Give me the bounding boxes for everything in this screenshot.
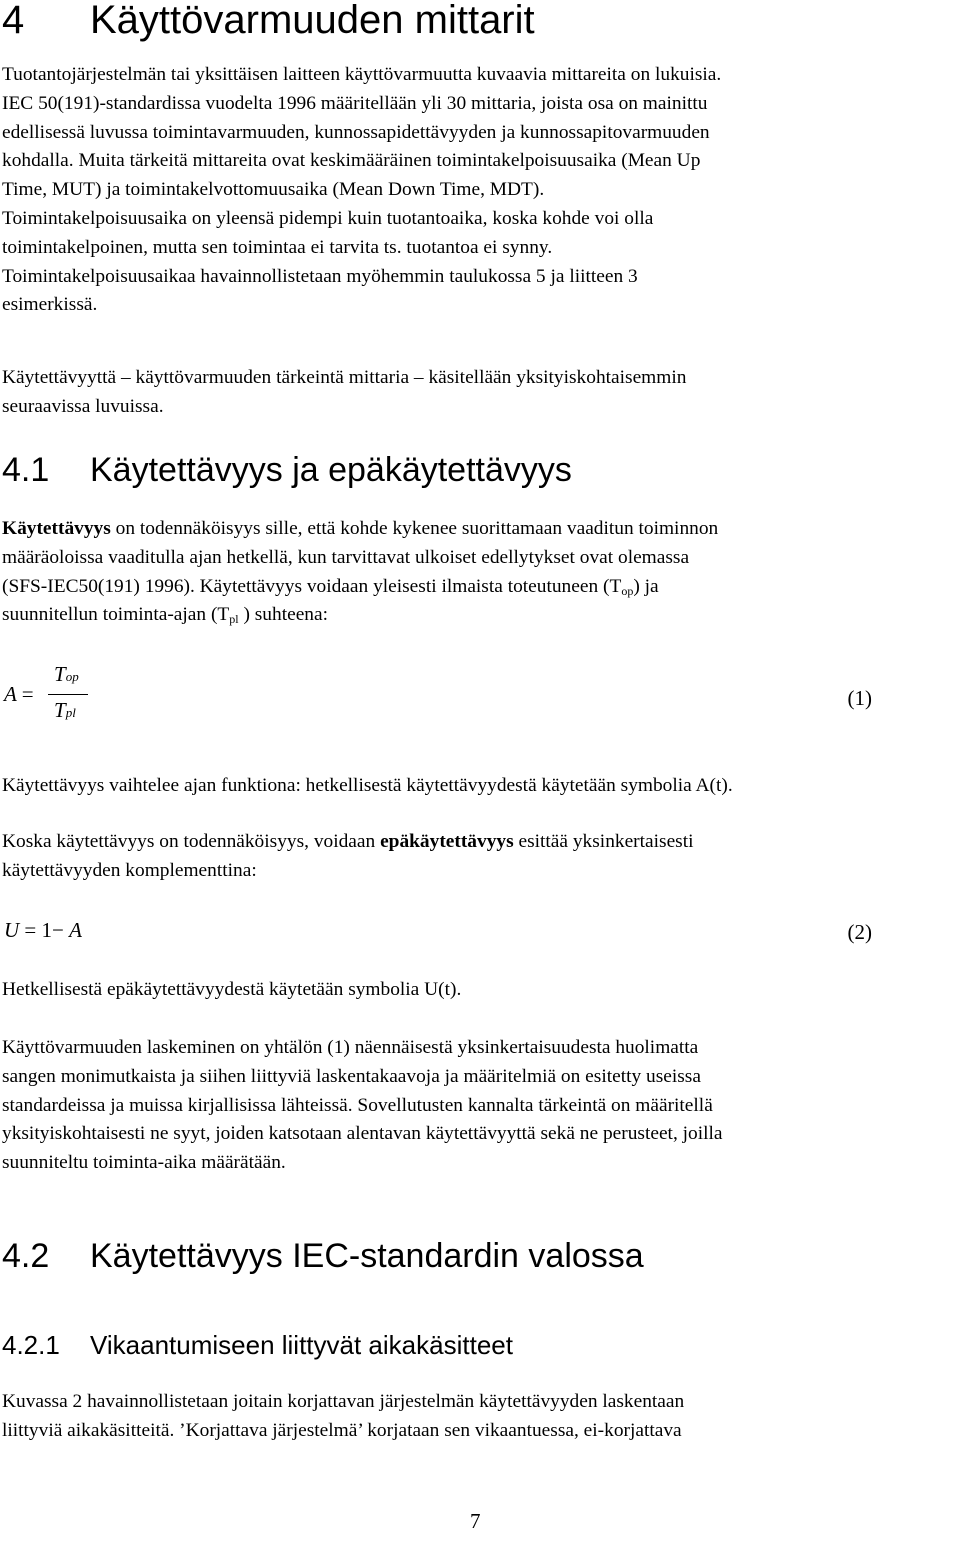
text-line: sangen monimutkaista ja siihen liittyviä laskentakaavoja ja määritelmiä on esitetty useissa [2, 1065, 701, 1087]
section-heading-4-1 [2, 450, 572, 490]
equation-lhs [4, 682, 34, 707]
text-span: esittää yksinkertaisesti [513, 831, 694, 852]
text-span: on todennäköisyys sille, että kohde kykenee suorittamaan vaaditun toiminnon [110, 518, 719, 539]
fraction-numerator [54, 662, 79, 687]
paragraph-calculation [2, 1034, 952, 1178]
fraction-denominator [54, 698, 76, 723]
section-number: 4.1 [2, 451, 50, 489]
subscript-op: op [65, 669, 79, 684]
equals-sign: = [21, 682, 34, 706]
equation-number: (1) [847, 686, 872, 710]
text-line: Time, MUT) ja toimintakelvottomuusaika (Mean Down Time, MDT). [2, 179, 545, 201]
equals-sign: = [24, 918, 37, 942]
subscript-pl: pl [65, 705, 76, 720]
text-line [2, 828, 952, 857]
constant-one: 1 [41, 918, 53, 942]
equation-1 [2, 664, 872, 744]
text-line: Tuotantojärjestelmän tai yksittäisen laitteen käyttövarmuutta kuvaavia mittareita on lukuisia. [2, 64, 722, 85]
text-span: ) suhteena: [238, 604, 328, 626]
text-span: Koska käytettävyys on todennäköisyys, voidaan [2, 831, 381, 852]
paragraph-time-function [2, 772, 952, 801]
subscript: pl [229, 612, 239, 627]
equation-body [4, 918, 82, 943]
text-line: Kuvassa 2 havainnollistetaan joitain korjattavan järjestelmän käytettävyyden laskentaan [2, 1391, 685, 1412]
chapter-number: 4 [2, 0, 25, 42]
equation-number: (2) [847, 920, 872, 944]
page-number: 7 [470, 1509, 481, 1533]
text-line [2, 573, 952, 602]
bold-term: epäkäytettävyys [380, 831, 514, 852]
text-line: yksityiskohtaisesti ne syyt, joiden katsotaan alentavan käytettävyyttä sekä ne perusteet, joilla [2, 1123, 723, 1145]
text-line: standardeissa ja muissa kirjallisissa lähteissä. Sovellutusten kannalta tärkeintä on määritellä [2, 1094, 713, 1116]
fraction-bar [48, 694, 88, 695]
section-title: Käytettävyys IEC-standardin valossa [90, 1237, 644, 1275]
text-line: suunniteltu toiminta-aika määrätään. [2, 1152, 286, 1174]
text-line: edellisessä luvussa toimintavarmuuden, kunnossapidettävyyden ja kunnossapitovarmuuden [2, 121, 710, 143]
text-line: kohdalla. Muita tärkeitä mittareita ovat keskimääräinen toimintakelpoisuusaika (Mean Up [2, 150, 701, 172]
section-number: 4.2.1 [2, 1330, 60, 1360]
subscript: op [621, 583, 634, 598]
text-line: toimintakelpoinen, mutta sen toimintaa ei tarvita ts. tuotantoa ei synny. [2, 236, 553, 258]
text-line: määräoloissa vaaditulla ajan hetkellä, kun tarvittavat ulkoiset edellytykset ovat olemassa [2, 546, 690, 568]
text-line [2, 515, 952, 544]
paragraph-intro [2, 61, 952, 320]
paragraph-unavailability [2, 828, 952, 886]
paragraph-time-concepts [2, 1388, 952, 1446]
paragraph-instant-unavailability [2, 976, 952, 1005]
text-span: ) ja [633, 575, 659, 597]
text-line: esimerkissä. [2, 294, 98, 316]
text-span: suunnitellun toiminta-ajan (T [2, 604, 230, 626]
section-title: Käytettävyys ja epäkäytettävyys [90, 451, 572, 489]
text-line: Toimintakelpoisuusaika on yleensä pidempi kuin tuotantoaika, koska kohde voi olla [2, 207, 654, 229]
text-line: Toimintakelpoisuusaikaa havainnollistetaan myöhemmin taulukossa 5 ja liitteen 3 [2, 265, 638, 287]
section-number: 4.2 [2, 1237, 50, 1275]
equation-2 [2, 918, 872, 950]
variable-u: U [4, 918, 20, 942]
minus-sign: − [52, 918, 64, 942]
variable-t: T [54, 698, 66, 722]
variable-t: T [54, 662, 66, 686]
text-line: Käytettävyyttä – käyttövarmuuden tärkeintä mittaria – käsitellään yksityiskohtaisemmin [2, 367, 687, 388]
section-heading-4-2 [2, 1236, 644, 1276]
text-line: Käytettävyys vaihtelee ajan funktiona: hetkellisestä käytettävyydestä käytetään symbolia A(t). [2, 775, 733, 796]
section-heading-4-2-1 [2, 1329, 513, 1361]
text-line: Hetkellisestä epäkäytettävyydestä käytetään symbolia U(t). [2, 979, 462, 1000]
chapter-title: Käyttövarmuuden mittarit [90, 0, 535, 42]
variable-a: A [69, 918, 82, 942]
text-line: käytettävyyden komplementtina: [2, 859, 257, 881]
variable-a: A [4, 682, 17, 706]
paragraph-availability-definition [2, 515, 952, 630]
text-line: Käyttövarmuuden laskeminen on yhtälön (1) näennäisestä yksinkertaisuudesta huolimatta [2, 1037, 699, 1058]
text-line: liittyviä aikakäsitteitä. ’Korjattava järjestelmä’ korjataan sen vikaantuessa, ei-korjattava [2, 1419, 682, 1441]
section-title: Vikaantumiseen liittyvät aikakäsitteet [90, 1330, 513, 1360]
paragraph-availability-intro [2, 364, 952, 422]
text-span: (SFS-IEC50(191) 1996). Käytettävyys voidaan yleisesti ilmaista toteutuneen (T [2, 575, 622, 597]
text-line [2, 601, 952, 630]
bold-term: Käytettävyys [2, 518, 111, 539]
text-line: seuraavissa luvuissa. [2, 395, 164, 417]
text-line: IEC 50(191)-standardissa vuodelta 1996 määritellään yli 30 mittaria, joista osa on mainittu [2, 92, 708, 114]
chapter-heading [2, 0, 535, 44]
